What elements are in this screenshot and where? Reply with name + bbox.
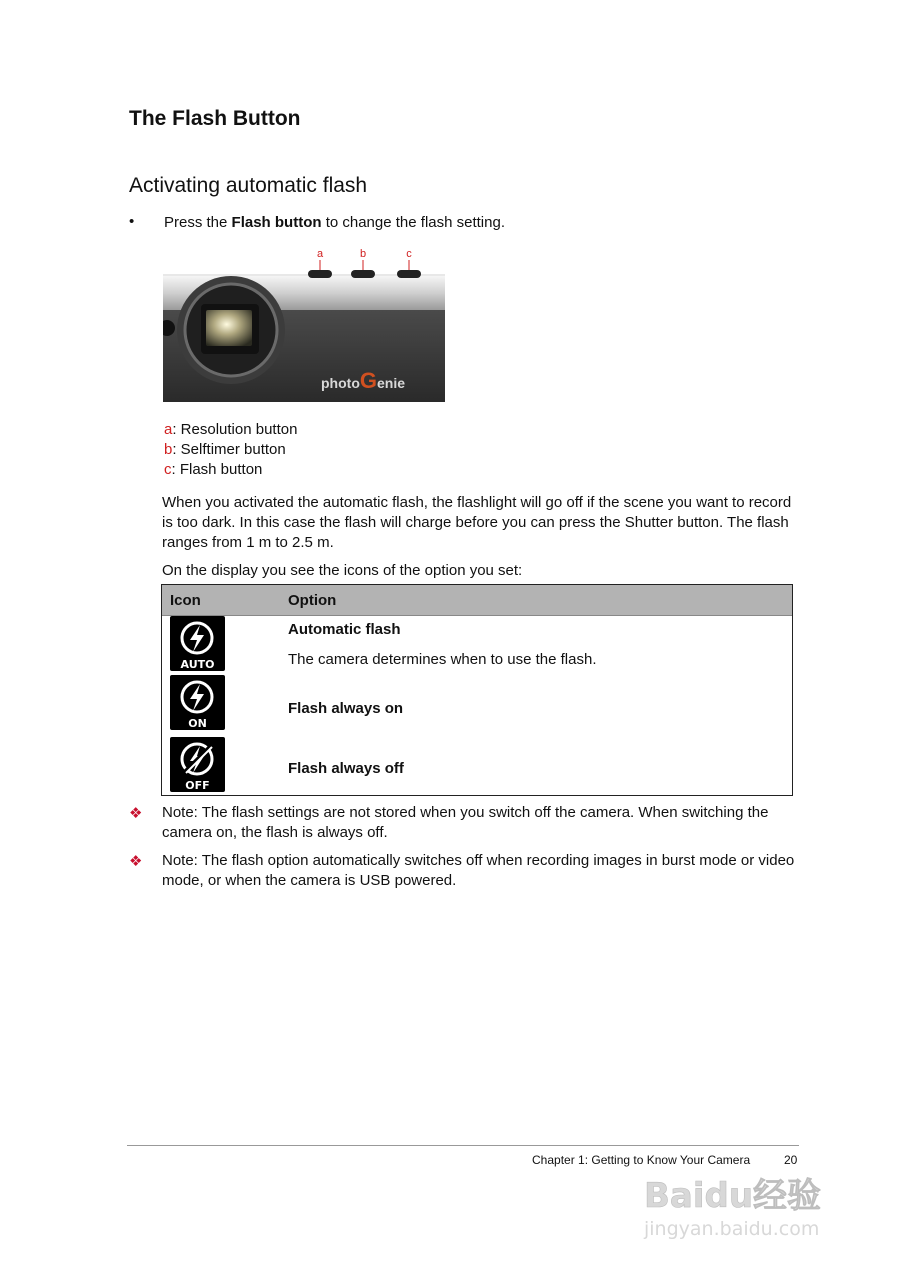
- bullet-bold: Flash button: [231, 214, 322, 231]
- header-option: Option: [288, 592, 337, 609]
- option-title: Flash always on: [288, 700, 404, 717]
- bullet-pre: Press the: [164, 214, 232, 231]
- svg-text:AUTO: AUTO: [180, 658, 215, 671]
- flash-description: When you activated the automatic flash, the flashlight will go off if the scene you want to record is too dark. In this case the flash will charge before you can press the Shutter button. The flash ranges from 1 m to 2.5 m.: [162, 494, 792, 551]
- bullet-symbol: •: [129, 213, 135, 230]
- section-subtitle: Activating automatic flash: [129, 174, 368, 197]
- page-number: 20: [784, 1153, 798, 1167]
- button-label-list: [164, 420, 297, 480]
- table-header: [162, 585, 792, 616]
- button-label-item: b: Selftimer button: [164, 441, 286, 458]
- photo-label-c: c: [406, 248, 412, 260]
- button-label-item: c: Flash button: [164, 461, 263, 478]
- footer-chapter: Chapter 1: Getting to Know Your Camera: [532, 1153, 751, 1167]
- note-text: Note: The flash option automatically switches off when recording images in burst mode or video mode, or when the camera is USB powered.: [162, 852, 795, 889]
- note-text: Note: The flash settings are not stored when you switch off the camera. When switching the camera on, the flash is always off.: [162, 804, 769, 841]
- flash-auto-icon: [170, 616, 225, 671]
- option-title: Automatic flash: [288, 621, 401, 638]
- svg-text:Baidu经验: Baidu经验: [644, 1176, 822, 1216]
- option-description: The camera determines when to use the flash.: [288, 651, 597, 668]
- note-diamond-icon: ❖: [129, 853, 143, 870]
- svg-text:ON: ON: [188, 717, 207, 730]
- photo-label-a: a: [316, 248, 324, 260]
- flash-off-icon: [170, 737, 225, 792]
- bullet-instruction: [164, 213, 505, 233]
- header-icon: Icon: [170, 592, 201, 609]
- bullet-post: to change the flash setting.: [321, 214, 505, 231]
- brand-logo: photoGenie: [321, 368, 406, 393]
- svg-text:OFF: OFF: [185, 779, 210, 792]
- note-diamond-icon: ❖: [129, 805, 143, 822]
- flash-options-table: [161, 584, 793, 796]
- page-title: The Flash Button: [129, 107, 301, 130]
- display-icons-intro: On the display you see the icons of the option you set:: [162, 562, 523, 579]
- option-title: Flash always off: [288, 760, 404, 777]
- flash-on-icon: [170, 675, 225, 730]
- baidu-watermark: [640, 1165, 860, 1245]
- footer-divider: [127, 1145, 799, 1146]
- camera-photo: [163, 246, 445, 402]
- button-label-item: a: Resolution button: [164, 421, 298, 438]
- photo-label-b: b: [359, 248, 367, 260]
- svg-text:jingyan.baidu.com: jingyan.baidu.com: [644, 1218, 820, 1240]
